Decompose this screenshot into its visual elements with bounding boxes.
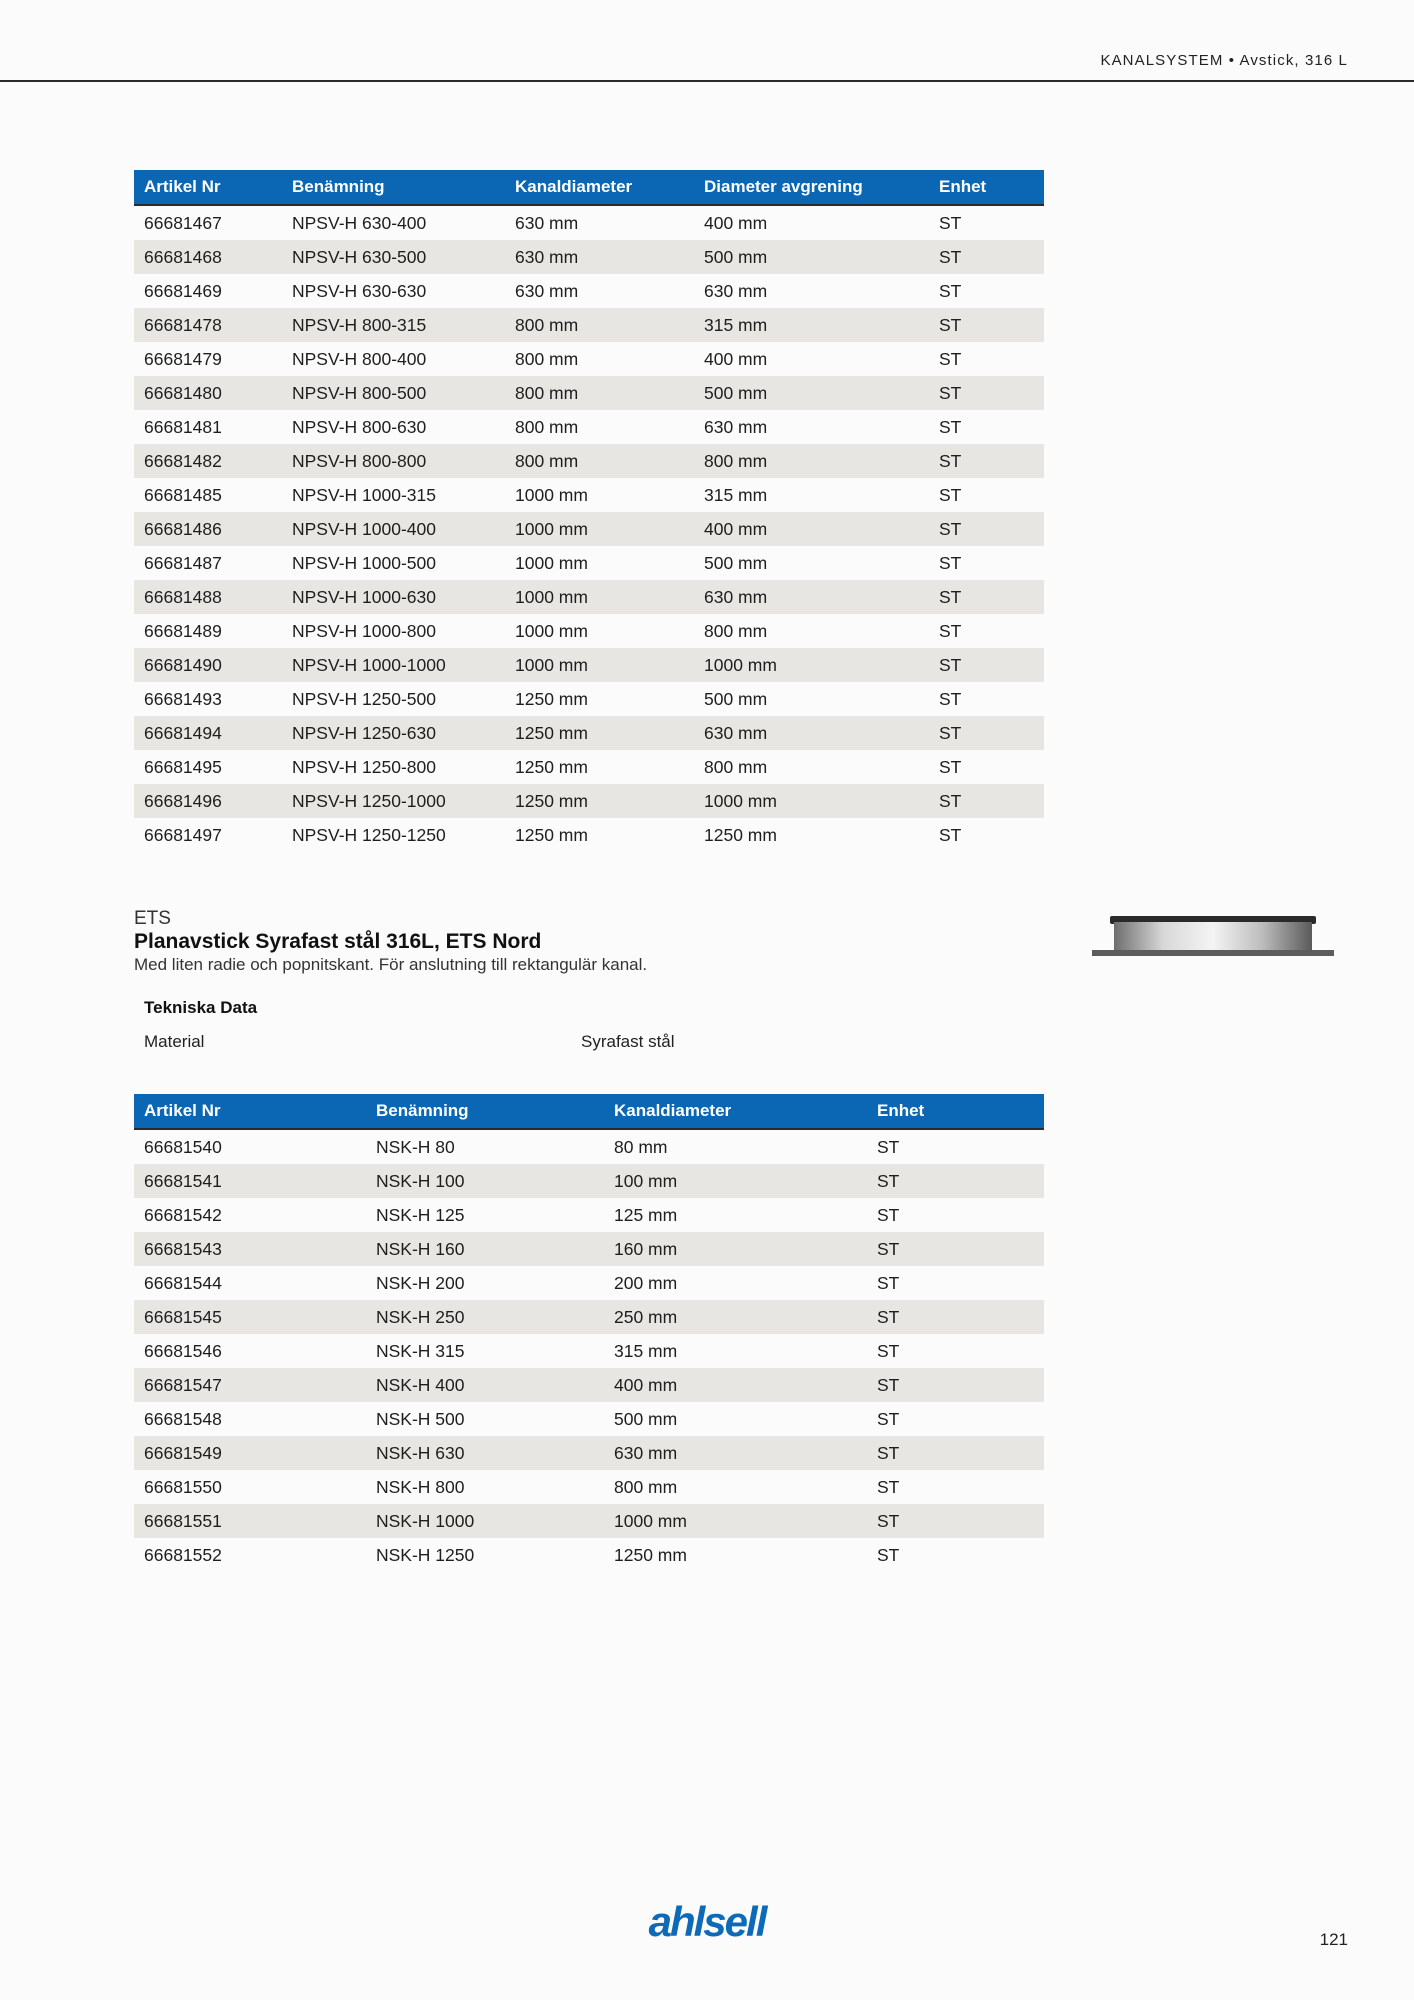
table-cell: ST (867, 1164, 1044, 1198)
table-cell: 66681545 (134, 1300, 366, 1334)
page-number: 121 (1319, 1930, 1348, 1949)
table-row (134, 784, 1044, 818)
table-cell: NPSV-H 800-315 (282, 308, 505, 342)
table-cell: ST (867, 1402, 1044, 1436)
table-cell: 630 mm (694, 580, 929, 614)
table-cell: 1000 mm (505, 478, 694, 512)
table-header-row (134, 1094, 1044, 1129)
table-cell: 66681548 (134, 1402, 366, 1436)
table-cell: 66681540 (134, 1129, 366, 1164)
table-cell: 800 mm (505, 410, 694, 444)
product-title: Planavstick Syrafast stål 316L, ETS Nord (134, 930, 542, 953)
table-row (134, 512, 1044, 546)
table-cell: ST (929, 716, 1044, 750)
table-cell: ST (867, 1334, 1044, 1368)
ahlsell-logo (636, 1898, 778, 1948)
table-cell: NPSV-H 1000-800 (282, 614, 505, 648)
table-cell: 1250 mm (505, 682, 694, 716)
table-cell: 125 mm (604, 1198, 867, 1232)
column-header: Kanaldiameter (604, 1094, 867, 1129)
table-cell: ST (929, 512, 1044, 546)
table-cell: ST (929, 444, 1044, 478)
table-row (134, 1436, 1044, 1470)
table-cell: 66681542 (134, 1198, 366, 1232)
table-cell: NPSV-H 800-800 (282, 444, 505, 478)
table-cell: 66681480 (134, 376, 282, 410)
table-cell: 1000 mm (505, 614, 694, 648)
table-row (134, 1232, 1044, 1266)
table-cell: ST (867, 1232, 1044, 1266)
table-cell: 66681486 (134, 512, 282, 546)
table-cell: 1000 mm (694, 784, 929, 818)
table-row (134, 1129, 1044, 1164)
table-cell: 800 mm (505, 444, 694, 478)
table-cell: 200 mm (604, 1266, 867, 1300)
material-value: Syrafast stål (581, 1032, 675, 1051)
table-cell: NSK-H 250 (366, 1300, 604, 1334)
column-header: Benämning (282, 170, 505, 205)
table-cell: 800 mm (694, 614, 929, 648)
column-header: Kanaldiameter (505, 170, 694, 205)
table-cell: 800 mm (694, 444, 929, 478)
column-header: Enhet (867, 1094, 1044, 1129)
table-cell: 400 mm (604, 1368, 867, 1402)
table-cell: 630 mm (604, 1436, 867, 1470)
table-cell: 500 mm (604, 1402, 867, 1436)
table-cell: ST (867, 1129, 1044, 1164)
table-cell: ST (867, 1436, 1044, 1470)
product-table-nsk (134, 1094, 1044, 1572)
product-brand: ETS (134, 908, 171, 929)
table-cell: 80 mm (604, 1129, 867, 1164)
table-cell: NSK-H 125 (366, 1198, 604, 1232)
table-row (134, 818, 1044, 852)
table-row (134, 274, 1044, 308)
table-cell: NSK-H 500 (366, 1402, 604, 1436)
header-divider (0, 80, 1414, 82)
table-cell: NPSV-H 800-630 (282, 410, 505, 444)
table-row (134, 1334, 1044, 1368)
table-cell: NPSV-H 1250-800 (282, 750, 505, 784)
table-cell: 800 mm (505, 342, 694, 376)
table-cell: 500 mm (694, 682, 929, 716)
product-table-npsv (134, 170, 1044, 852)
table-cell: NPSV-H 1250-1000 (282, 784, 505, 818)
table-cell: 630 mm (694, 274, 929, 308)
table-cell: NSK-H 1250 (366, 1538, 604, 1572)
table-cell: NSK-H 1000 (366, 1504, 604, 1538)
table-cell: 66681468 (134, 240, 282, 274)
table-row (134, 410, 1044, 444)
table-row (134, 478, 1044, 512)
table-cell: ST (929, 205, 1044, 240)
table-cell: 66681549 (134, 1436, 366, 1470)
table-cell: 66681469 (134, 274, 282, 308)
table-cell: ST (929, 410, 1044, 444)
table-cell: 1000 mm (505, 546, 694, 580)
table-cell: 66681489 (134, 614, 282, 648)
table-cell: 630 mm (505, 240, 694, 274)
table-cell: 66681485 (134, 478, 282, 512)
tech-data-heading: Tekniska Data (144, 998, 258, 1017)
running-header: KANALSYSTEM • Avstick, 316 L (1100, 52, 1348, 69)
table-cell: 66681487 (134, 546, 282, 580)
table-cell: 66681544 (134, 1266, 366, 1300)
table-cell: 1250 mm (505, 818, 694, 852)
table-cell: NSK-H 400 (366, 1368, 604, 1402)
table-row (134, 444, 1044, 478)
table-cell: 1000 mm (505, 580, 694, 614)
table-cell: ST (929, 648, 1044, 682)
table-row (134, 1368, 1044, 1402)
table-cell: NPSV-H 630-500 (282, 240, 505, 274)
table-cell: NPSV-H 800-500 (282, 376, 505, 410)
table-cell: ST (929, 784, 1044, 818)
table-row (134, 580, 1044, 614)
column-header: Artikel Nr (134, 1094, 366, 1129)
table-cell: NPSV-H 1000-630 (282, 580, 505, 614)
table-cell: ST (929, 308, 1044, 342)
table-row (134, 682, 1044, 716)
table-row (134, 648, 1044, 682)
table-cell: 630 mm (505, 274, 694, 308)
table-cell: ST (867, 1368, 1044, 1402)
table-cell: 1250 mm (604, 1538, 867, 1572)
logo-wordmark: ahlsell (648, 1898, 766, 1945)
table-cell: 1000 mm (694, 648, 929, 682)
table-cell: 400 mm (694, 342, 929, 376)
table-cell: NSK-H 630 (366, 1436, 604, 1470)
table-cell: 66681478 (134, 308, 282, 342)
table-cell: ST (929, 682, 1044, 716)
table-row (134, 1164, 1044, 1198)
table-cell: 800 mm (505, 376, 694, 410)
table-row (134, 1470, 1044, 1504)
table-cell: 400 mm (694, 205, 929, 240)
table-row (134, 376, 1044, 410)
table-cell: ST (929, 750, 1044, 784)
table-row (134, 1198, 1044, 1232)
table-cell: 66681467 (134, 205, 282, 240)
table-cell: ST (867, 1198, 1044, 1232)
table-cell: 630 mm (694, 410, 929, 444)
column-header: Enhet (929, 170, 1044, 205)
table-row (134, 546, 1044, 580)
table-cell: 66681495 (134, 750, 282, 784)
product-description: Med liten radie och popnitskant. För anslutning till rektangulär kanal. (134, 955, 648, 974)
table-row (134, 1300, 1044, 1334)
table-cell: 1000 mm (604, 1504, 867, 1538)
table-cell: 1000 mm (505, 648, 694, 682)
table-row (134, 1402, 1044, 1436)
table-cell: ST (867, 1470, 1044, 1504)
table-cell: 160 mm (604, 1232, 867, 1266)
table-cell: 66681552 (134, 1538, 366, 1572)
table-cell: ST (929, 342, 1044, 376)
table-cell: ST (929, 580, 1044, 614)
table-cell: 500 mm (694, 240, 929, 274)
table-cell: NSK-H 200 (366, 1266, 604, 1300)
table-cell: ST (867, 1266, 1044, 1300)
product-image (1090, 910, 1336, 962)
table-cell: NPSV-H 1000-500 (282, 546, 505, 580)
table-cell: NSK-H 100 (366, 1164, 604, 1198)
product-body (1114, 922, 1312, 952)
table-cell: 66681547 (134, 1368, 366, 1402)
product-flange (1092, 950, 1334, 956)
table-cell: ST (867, 1538, 1044, 1572)
table-cell: 315 mm (694, 478, 929, 512)
table-row (134, 308, 1044, 342)
table-cell: 250 mm (604, 1300, 867, 1334)
table-cell: 1000 mm (505, 512, 694, 546)
table-cell: NPSV-H 1250-500 (282, 682, 505, 716)
table-cell: NPSV-H 1000-400 (282, 512, 505, 546)
table-cell: NPSV-H 800-400 (282, 342, 505, 376)
table-cell: ST (867, 1504, 1044, 1538)
table-cell: 66681550 (134, 1470, 366, 1504)
table-cell: 500 mm (694, 376, 929, 410)
table-cell: 800 mm (505, 308, 694, 342)
table-cell: ST (929, 240, 1044, 274)
table-row (134, 1266, 1044, 1300)
table-cell: 1250 mm (694, 818, 929, 852)
table-cell: NSK-H 160 (366, 1232, 604, 1266)
table-header-row (134, 170, 1044, 205)
column-header: Diameter avgrening (694, 170, 929, 205)
table-cell: 1250 mm (505, 750, 694, 784)
table-cell: NPSV-H 1000-315 (282, 478, 505, 512)
table-row (134, 240, 1044, 274)
column-header: Artikel Nr (134, 170, 282, 205)
table-cell: NPSV-H 630-630 (282, 274, 505, 308)
table-cell: 315 mm (694, 308, 929, 342)
table-cell: ST (867, 1300, 1044, 1334)
table-cell: 800 mm (694, 750, 929, 784)
table-cell: 66681482 (134, 444, 282, 478)
table-row (134, 750, 1044, 784)
table-cell: ST (929, 818, 1044, 852)
table-cell: ST (929, 478, 1044, 512)
table-cell: 66681481 (134, 410, 282, 444)
table-cell: NPSV-H 1250-1250 (282, 818, 505, 852)
table-row (134, 1504, 1044, 1538)
table-row (134, 342, 1044, 376)
table-cell: NSK-H 800 (366, 1470, 604, 1504)
table-cell: 315 mm (604, 1334, 867, 1368)
table-cell: 100 mm (604, 1164, 867, 1198)
table-cell: 630 mm (505, 205, 694, 240)
table-cell: ST (929, 614, 1044, 648)
table-cell: 66681493 (134, 682, 282, 716)
table-cell: 66681488 (134, 580, 282, 614)
table-cell: 400 mm (694, 512, 929, 546)
table-row (134, 614, 1044, 648)
table-cell: ST (929, 274, 1044, 308)
table-row (134, 205, 1044, 240)
table-cell: NSK-H 80 (366, 1129, 604, 1164)
table-cell: NSK-H 315 (366, 1334, 604, 1368)
table-cell: 66681494 (134, 716, 282, 750)
table-cell: 66681541 (134, 1164, 366, 1198)
table-cell: 66681543 (134, 1232, 366, 1266)
table-cell: 500 mm (694, 546, 929, 580)
material-label: Material (144, 1032, 205, 1051)
table-cell: 800 mm (604, 1470, 867, 1504)
table-cell: ST (929, 546, 1044, 580)
table-row (134, 1538, 1044, 1572)
table-cell: 630 mm (694, 716, 929, 750)
table-cell: 66681497 (134, 818, 282, 852)
table-cell: 1250 mm (505, 784, 694, 818)
table-cell: 66681490 (134, 648, 282, 682)
table-row (134, 716, 1044, 750)
table-cell: 66681496 (134, 784, 282, 818)
table-cell: ST (929, 376, 1044, 410)
table-cell: 1250 mm (505, 716, 694, 750)
table-cell: 66681551 (134, 1504, 366, 1538)
table-cell: NPSV-H 630-400 (282, 205, 505, 240)
table-cell: 66681479 (134, 342, 282, 376)
column-header: Benämning (366, 1094, 604, 1129)
table-cell: NPSV-H 1250-630 (282, 716, 505, 750)
table-cell: 66681546 (134, 1334, 366, 1368)
table-cell: NPSV-H 1000-1000 (282, 648, 505, 682)
